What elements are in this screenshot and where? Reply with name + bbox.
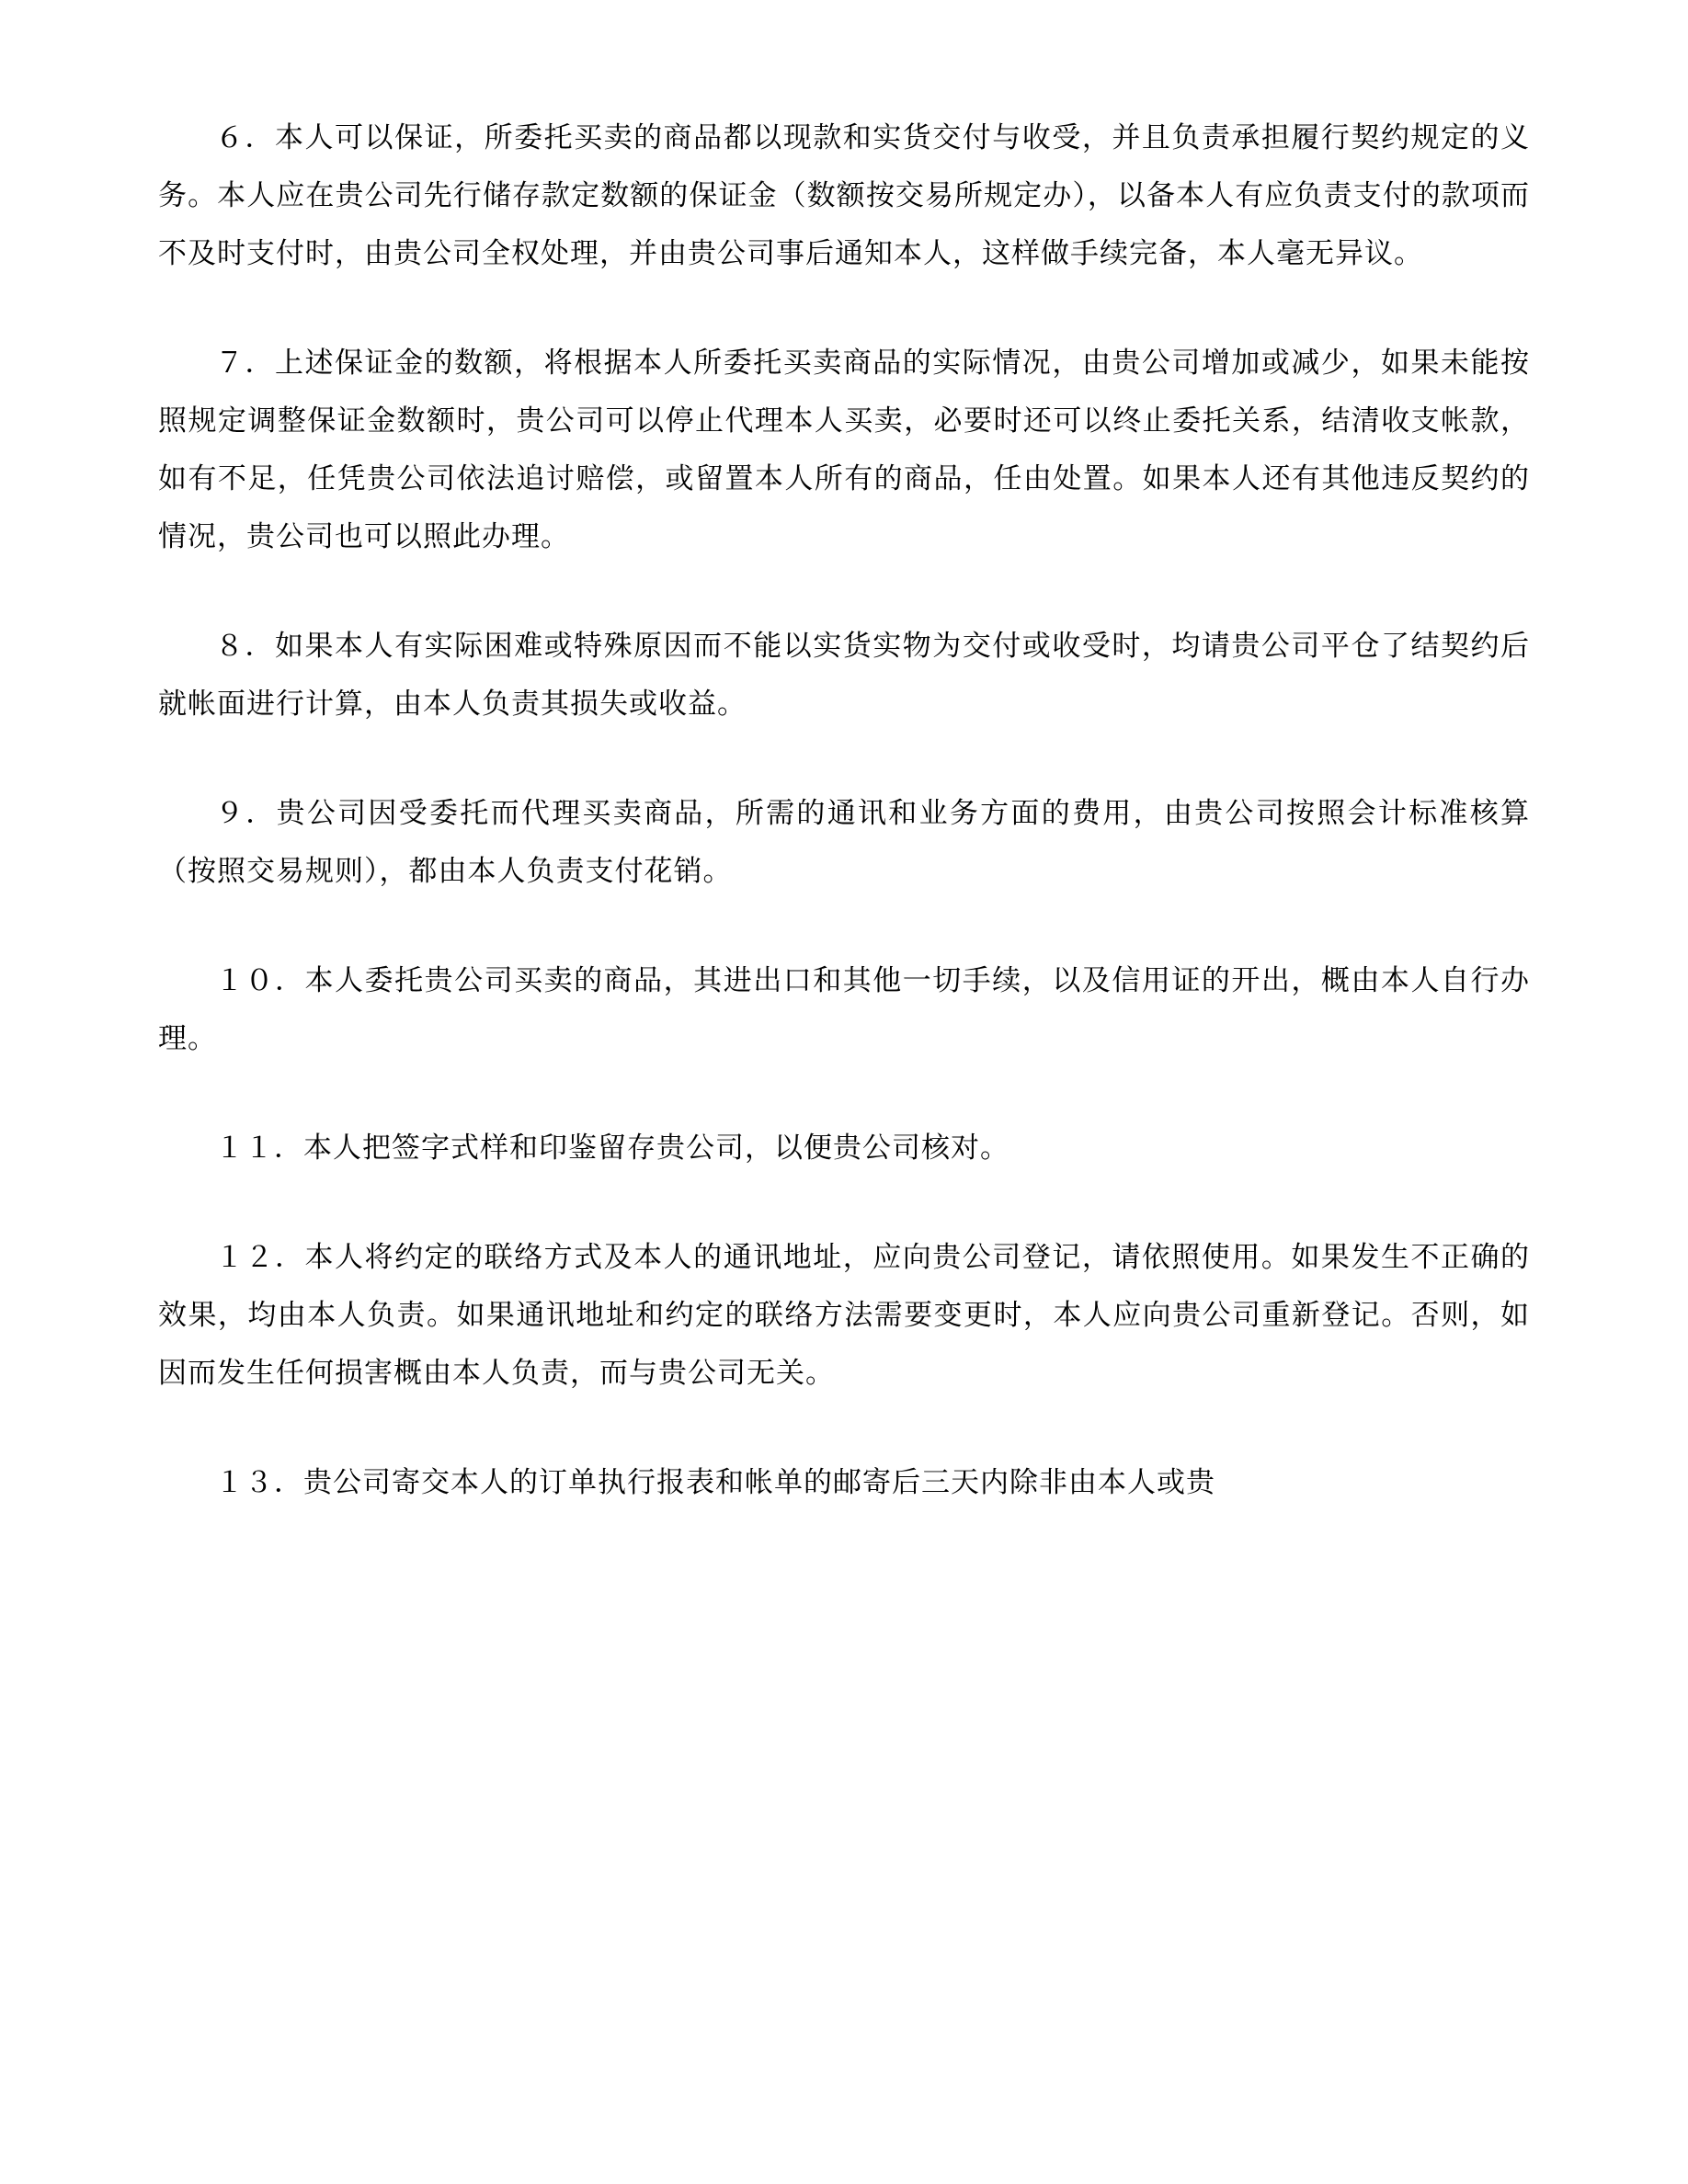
paragraph-clause-11: １１．本人把签字式样和印鉴留存贵公司，以便贵公司核对。 — [215, 1132, 1009, 1164]
paragraph-clause-13: １３．贵公司寄交本人的订单执行报表和帐单的邮寄后三天内除非由本人或贵 — [215, 1466, 1215, 1498]
paragraph-clause-9: ９．贵公司因受委托而代理买卖商品，所需的通讯和业务方面的费用，由贵公司按照会计标准核算（按照交易规则），都由本人负责支付花销。 — [158, 797, 1530, 887]
paragraph-clause-7: ７．上述保证金的数额，将根据本人所委托买卖商品的实际情况，由贵公司增加或减少，如果未能按照规定调整保证金数额时，贵公司可以停止代理本人买卖，必要时还可以终止委托关系，结清收支帐款，如有不足，任凭贵公司依法追讨赔偿，或留置本人所有的商品，任由处置。如果本人还有其他违反契约的情况，贵公司也可以照此办理。 — [158, 347, 1530, 552]
paragraph-clause-6: ６．本人可以保证，所委托买卖的商品都以现款和实货交付与收受，并且负责承担履行契约规定的义务。本人应在贵公司先行储存款定数额的保证金（数额按交易所规定办），以备本人有应负责支付的款项而不及时支付时，由贵公司全权处理，并由贵公司事后通知本人，这样做手续完备，本人毫无异议。 — [158, 121, 1530, 269]
document-body — [158, 108, 1530, 1511]
paragraph-clause-12: １２．本人将约定的联络方式及本人的通讯地址，应向贵公司登记，请依照使用。如果发生不正确的效果，均由本人负责。如果通讯地址和约定的联络方法需要变更时，本人应向贵公司重新登记。否则，如因而发生任何损害概由本人负责，而与贵公司无关。 — [158, 1241, 1530, 1389]
paragraph-clause-10: １０．本人委托贵公司买卖的商品，其进出口和其他一切手续，以及信用证的开出，概由本人自行办理。 — [158, 964, 1530, 1054]
paragraph-clause-8: ８．如果本人有实际困难或特殊原因而不能以实货实物为交付或收受时，均请贵公司平仓了结契约后就帐面进行计算，由本人负责其损失或收益。 — [158, 630, 1530, 720]
